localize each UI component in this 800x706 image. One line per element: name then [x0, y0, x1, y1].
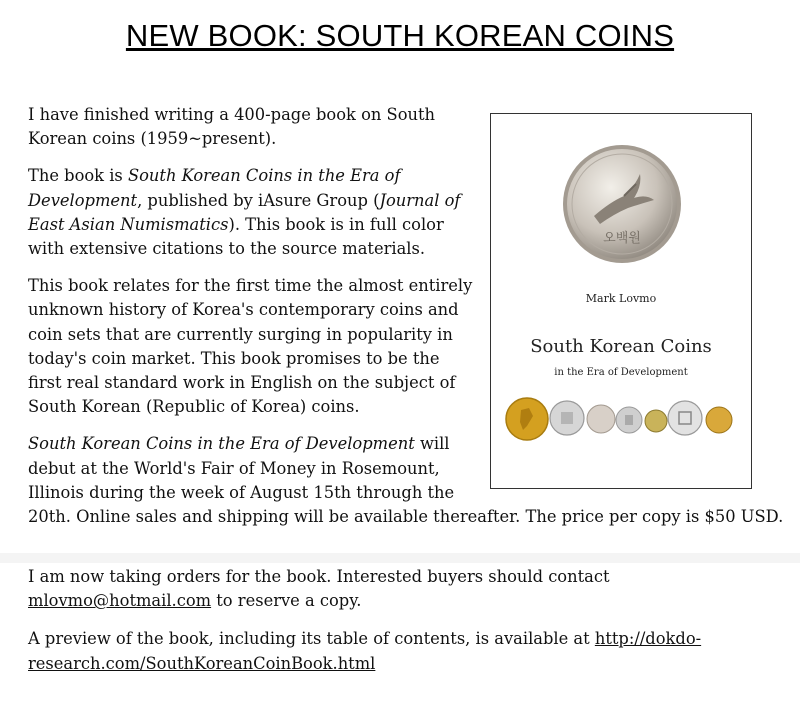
intro-paragraph: I have finished writing a 400-page book on South Korean coins (1959~present). [28, 105, 436, 149]
section-divider [0, 553, 800, 563]
orders-paragraph: I am now taking orders for the book. Interested buyers should contact mlovmo@hotmail.com to reserve a copy. [28, 567, 610, 611]
announcement-body [28, 103, 788, 542]
500-won-coin-image [562, 144, 682, 264]
book-description-paragraph: The book is South Korean Coins in the Era of Development, published by iAsure Group (Journal of East Asian Numismatics). This book is in full color with extensive citations to the source materials. [28, 166, 461, 259]
journal-title: Journal of East Asian Numismatics [28, 190, 461, 234]
book-cover-image [490, 113, 752, 489]
coin-legend-text: 오백원 [603, 231, 641, 246]
cover-author: Mark Lovmo [585, 292, 657, 305]
book-title: South Korean Coins in the Era of Development [28, 166, 401, 210]
history-paragraph: This book relates for the first time the almost entirely unknown history of Korea's contemporary coins and coin sets that are currently surging in popularity in today's coin market. This book promises to be the first real standard work in English on the subject of South Korean (Republic of Korea) coins. [28, 276, 473, 417]
gold-coin-icon [706, 407, 732, 433]
coin-row-image [505, 396, 739, 442]
book-title: South Korean Coins in the Era of Development [28, 434, 415, 454]
silver-coin-icon [668, 401, 702, 435]
silver-coin-icon [587, 405, 615, 433]
brass-coin-icon [645, 410, 667, 432]
cover-title: South Korean Coins [530, 336, 712, 357]
preview-link[interactable]: http://dokdo-research.com/SouthKoreanCoinBook.html [28, 629, 702, 673]
cover-subtitle: in the Era of Development [554, 367, 688, 378]
preview-paragraph: A preview of the book, including its table of contents, is available at http://dokdo-research.com/SouthKoreanCoinBook.html [28, 629, 702, 673]
debut-paragraph: South Korean Coins in the Era of Development will debut at the World's Fair of Money in Rosemount, Illinois during the week of August 15th through the 20th. Online sales and shipping will be available thereafter. The price per copy is $50 USD. [28, 434, 784, 527]
email-link[interactable]: mlovmo@hotmail.com [28, 591, 212, 611]
page-title: NEW BOOK: SOUTH KOREAN COINS [125, 18, 675, 53]
ordering-info [28, 565, 788, 690]
